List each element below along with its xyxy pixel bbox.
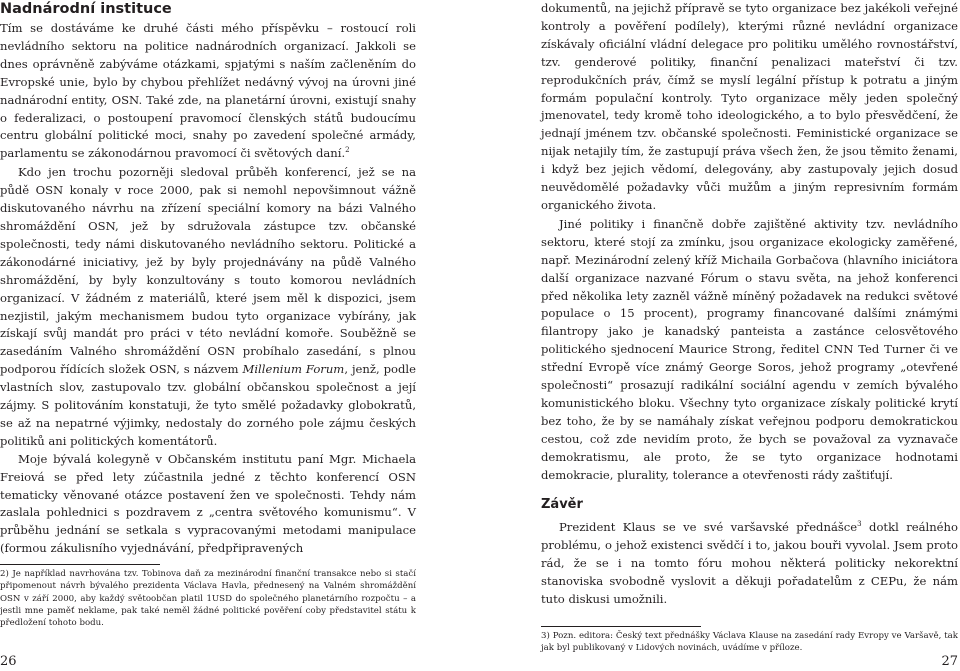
footnote-divider [541,626,701,627]
paragraph [0,20,416,163]
page-number-right: 27 [941,654,958,669]
footnote-ref: 2 [345,146,350,155]
footnote-3: 3) Pozn. editora: Český text přednášky Václava Klause na zasedání rady Evropy ve Varšavě, tak jak byl publikovaný v Lidových novinách, uvádíme v příloze. [541,631,958,654]
paragraph: dokumentů, na jejichž přípravě se tyto organizace bez jakékoli veřejné kontroly a pověření podílely), kterými různé nevládní organizace získávaly oficiální vládní delegace pro politiku umělého rovnostářství, tzv. genderové politiky, finanční penalizaci mateřství či tzv. reprodukčních práv, čímž se myslí legální přístup k potratu a jiným formám populační kontroly. Tyto organizace měly jeden společný jmenovatel, tedy kromě toho ideologického, a to bylo přesvědčení, že jednají jménem tzv. občanské společnosti. Feministické organizace se nijak netajily tím, že zastupují práva všech žen, že jsou těmito ženami, i když bez jejich vědomí, delegovány, aby zastupovaly jejich dosud neuvědomělé požadavky vůči mužům a jiným represivním formám organického života. [541,1,958,212]
paragraph: Jiné politiky i finančně dobře zajištěné aktivity tzv. nevládního sektoru, které stojí za zmínku, jsou organizace ekologicky zaměřené, např. Mezinárodní zelený kříž Michaila Gorbačova (hlavního iniciátora další organizace nazvané Fórum o stavu světa, na jehož konferenci před několika lety zazněl vážně míněný požadavek na redukci světové populace o 15 procent), programy financované dalšími známými filantropy jako je kanadský panteista a zastánce celosvětového politického sjednocení Maurice Strong, ředitel CNN Ted Turner či ve střední Evropě více známý George Soros, jehož programy „otevřené společnosti“ prosazují radikální sociální agendu v zemích bývalého komunistického bloku. Všechny tyto organizace získaly politické krytí bez toho, že by se namáhaly získat veřejnou podporu demokratickou cestou, což zde nevidím proto, že bych se považoval za vyznavače demokratismu, ale proto, že se tyto organizace hodnotami demokracie, plurality, tolerance a otevřenosti rády zaštiťují. [541,216,958,482]
page-number-left: 26 [0,654,17,669]
paragraph-text: dotkl reálného problému, o jehož existenci svědčí i to, jakou bouři vyvolal. Jsem proto rád, že se i na tomto fóru mohou některá politicky nekorektní stanoviska svobodně vyslovit a děkuji pořadatelům z CEPu, že nám tuto diskusi umožnili. [541,520,958,607]
footnotes [0,564,416,629]
paragraph-text: Tím se dostáváme ke druhé části mého příspěvku – rostoucí roli nevládního sektoru na politice nadnárodních organizací. Jakkoli se dnes oprávněně zabýváme otázkami, spjatými s naším začleněním do Evropské unie, bylo by chybou přehlížet nedávný vývoj na úrovni jiné nadnárodní entity, OSN. Také zde, na planetární úrovni, existují snahy o federalizaci, o postoupení pravomocí členských států budoucímu centru globální politické moci, snahy po zavedení společné armády, parlamentu se zákonodárnou pravomocí či světových daní. [0,21,416,161]
paragraph-text: Prezident Klaus se ve své varšavské přednášce [559,520,858,535]
footnotes [541,626,958,655]
forum-name: Millenium Forum [242,362,345,377]
paragraph: Moje bývalá kolegyně v Občanském institutu paní Mgr. Michaela Freiová se před lety zúčastnila jedné z těchto konferencí OSN tematicky věnované otázce postavení žen ve společnosti. Tehdy nám zaslala pohlednici s pozdravem z „centra světového komunismu“. V průběhu jednání se setkala s vypracovanými metodami manipulace (formou zákulisního vyjednávání, předpřipravených [0,451,416,556]
paragraph-text: Kdo jen trochu pozorněji sledoval průběh konferencí, jež se na půdě OSN konaly v roce 2000, pak si nemohl nepovšimnout vážně diskutovaného návrhu na zřízení speciální komory na bázi Valného shromáždění OSN, jež by sdružovala zástupce tzv. občanské společnosti, tedy námi diskutovaného nevládního sektoru. Politické a zákonodárné iniciativy, jež by byly projednávány na půdě Valného shromáždění, by byly konzultovány s touto komorou nevládních organizací. V žádném z materiálů, které jsem měl k dispozici, jsem nezjistil, jakým mechanismem budou tyto organizace vybírány, jak získají svůj mandát pro práci v této nevládní komoře. Souběžně se zasedáním Valného shromáždění OSN probíhalo zasedání, s plnou podporou řídících složek OSN, s názvem [0,165,416,377]
footnote-2: 2) Je například navrhována tzv. Tobinova daň za mezinárodní finanční transakce nebo si stačí připomenout návrh bývalého prezidenta Václava Havla, přednesený na Valném shromáždění OSN v září 2000, aby každý světoobčan platil 1USD do společného planetárního rozpočtu – a jestli mne paměť neklame, pak také neměl žádné politické pověření coby představitel státu k předložení tohoto bodu. [0,569,416,629]
footnote-divider [0,564,160,565]
paragraph-text: , jenž, podle vlastních slov, zastupovalo tzv. globální občanskou společnost a její zájmy. S politováním konstatuji, že tyto smělé požadavky globokratů, se až na nepatrné výjimky, nedostaly do zorného pole zájmu českých politiků ani politických komentátorů. [0,362,417,448]
left-page-column [0,0,416,630]
section-heading-nadnarodni-instituce: Nadnárodní instituce [0,1,172,17]
section-heading-zaver: Závěr [541,497,583,513]
paragraph [0,164,416,451]
paragraph [541,519,958,609]
right-page-column [541,0,958,655]
footnote-ref: 3 [857,520,862,529]
